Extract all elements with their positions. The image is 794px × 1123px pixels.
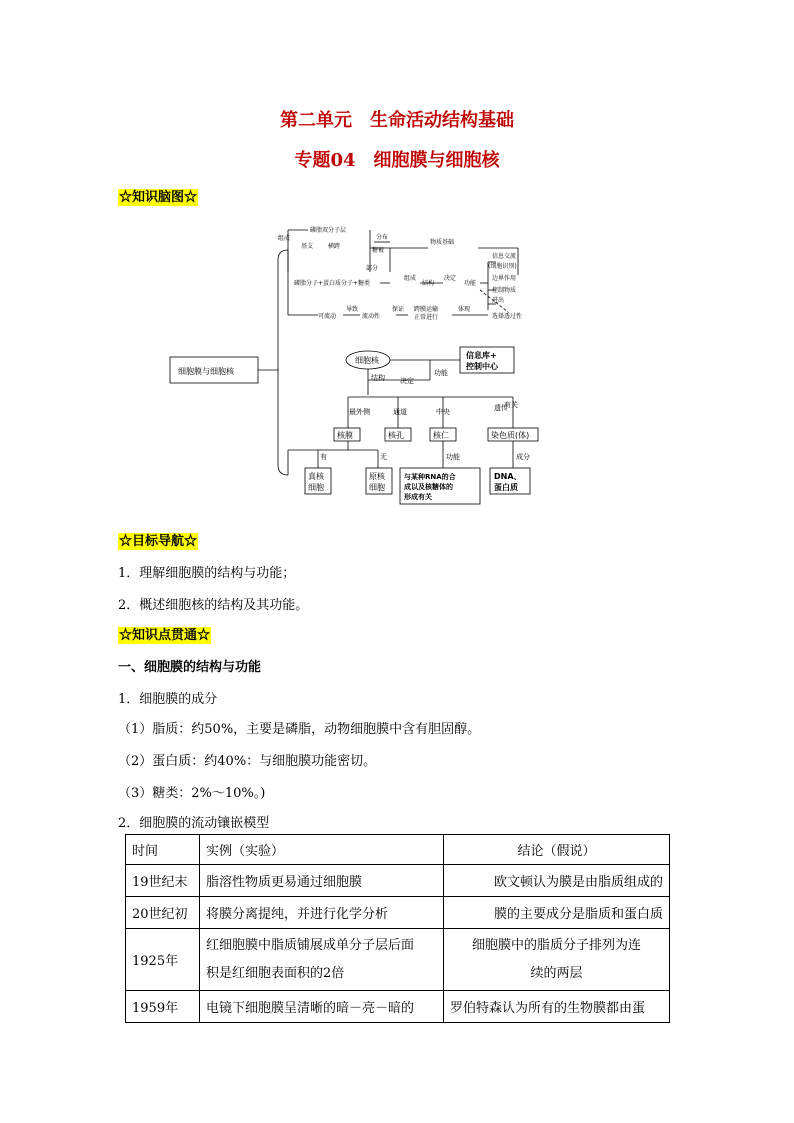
mm-chengfen: 成分 [516, 453, 530, 461]
mm-n-jiegou: 结构 [371, 374, 385, 382]
row-conclusion-line: 续的两层 [530, 965, 583, 981]
table-row [126, 897, 670, 929]
mm-zhenhe2: 细胞 [308, 483, 324, 492]
mm-wuzhi: 物质基础 [430, 239, 455, 246]
mm-rna3: 形成有关 [404, 493, 432, 501]
table-row [126, 991, 670, 1023]
mm-jueding: 决定 [444, 275, 457, 282]
row-conclusion: 罗伯特森认为所有的生物膜都由蛋 [444, 991, 670, 1023]
mm-kuamo1: 跨膜运输 [414, 306, 439, 313]
row-conclusion: 欧文顿认为膜是由脂质组成的 [444, 865, 670, 897]
mm-func3: 边界作用 [492, 275, 517, 282]
mm-zuiwaice: 最外侧 [349, 408, 370, 416]
mm-hemo: 核膜 [337, 431, 353, 440]
row-conclusion: 膜的主要成分是脂质和蛋白质 [444, 897, 670, 929]
header-example: 实例（实验） [200, 835, 444, 865]
topic-title: 专题04 细胞膜与细胞核 [294, 150, 500, 171]
row-conclusion [444, 929, 670, 991]
mm-rna2: 成以及核糖体的 [404, 483, 453, 491]
mm-yuanhe1: 原核 [369, 472, 385, 481]
mm-zhongyang: 中央 [436, 408, 450, 416]
mm-wu: 无 [380, 453, 387, 461]
table-row [126, 865, 670, 897]
row-time: 19世纪末 [126, 865, 200, 897]
mm-daozhi: 导致 [346, 306, 359, 313]
row-conclusion-line: 细胞膜中的脂质分子排列为连 [471, 937, 641, 953]
mm-n-jueding: 决定 [400, 377, 414, 385]
row-time: 1959年 [126, 991, 200, 1023]
mm-zhenhe1: 真核 [308, 472, 324, 481]
mm-gongneng2: 功能 [446, 453, 460, 461]
mm-zucheng: 组成 [278, 235, 291, 242]
mm-dna2: 蛋白质 [494, 483, 518, 492]
row-example: 将膜分离提纯，并进行化学分析 [200, 897, 444, 929]
mm-dna1: DNA、 [494, 472, 522, 481]
row-time: 20世纪初 [126, 897, 200, 929]
mm-bilayer: 磷脂双分子层 [310, 227, 347, 234]
heading-membrane: 一、细胞膜的结构与功能 [118, 660, 262, 675]
unit-title: 第二单元 生命活动结构基础 [280, 110, 514, 131]
mm-func5: 进出 [492, 297, 505, 304]
mm-yichuan: 遗传 [494, 404, 508, 412]
mm-liudongxing: 流动性 [362, 313, 381, 320]
mm-you: 有 [320, 453, 327, 461]
mm-baozheng: 保证 [392, 306, 405, 313]
mm-tangbei: 糖被 [372, 247, 385, 254]
item-lipid: （1）脂质：约50%，主要是磷脂，动物细胞膜中含有胆固醇。 [118, 722, 481, 737]
mm-tixian: 体现 [458, 306, 471, 313]
header-time: 时间 [126, 835, 200, 865]
header-conclusion: 结论（假说） [444, 835, 670, 865]
row-example-line: 红细胞膜中脂质铺展成单分子层后面 [206, 937, 415, 953]
mm-n-gongneng: 功能 [434, 369, 448, 377]
mm-info2: 控制中心 [466, 362, 498, 371]
mm-youguan: 有关 [504, 401, 518, 409]
row-time: 1925年 [126, 929, 200, 991]
mm-heren: 核仁 [433, 431, 449, 440]
mm-fenbu: 分布 [376, 234, 389, 241]
mm-yuanhe2: 细胞 [369, 483, 385, 492]
mm-hengkua: 横跨 [328, 243, 341, 250]
row-example: 脂溶性物质更易通过细胞膜 [200, 865, 444, 897]
mm-func4: 控制物质 [492, 287, 517, 294]
mm-ranse: 染色质(体) [491, 431, 530, 440]
mm-xuanze: 选择透过性 [492, 313, 523, 320]
item-protein: （2）蛋白质：约40%：与细胞膜功能密切。 [118, 754, 377, 769]
mm-molecules: 磷脂分子+蛋白质分子+糖类 [294, 280, 371, 287]
goal-1: 1．理解细胞膜的结构与功能； [118, 566, 296, 581]
mm-nucleus: 细胞核 [355, 356, 379, 365]
goals-section-label: ☆目标导航☆ [119, 534, 198, 549]
mm-kuamo2: 正常进行 [414, 314, 439, 321]
mm-tongdao: 通道 [393, 408, 407, 416]
mm-liudong: 可流动 [318, 313, 337, 320]
sub-model: 2．细胞膜的流动镶嵌模型 [118, 816, 270, 831]
mm-root: 细胞膜与细胞核 [178, 367, 234, 376]
knowledge-section-label: ☆知识点贯通☆ [119, 628, 211, 643]
mm-zucheng2: 组成 [404, 275, 417, 282]
table-row [126, 929, 670, 991]
sub-composition: 1．细胞膜的成分 [118, 692, 218, 707]
table-header-row [126, 835, 670, 865]
mm-func1: 信息交流 [492, 253, 517, 260]
row-example [200, 929, 444, 991]
goal-2: 2．概述细胞核的结构及其功能。 [118, 598, 309, 613]
mm-hekong: 核孔 [388, 431, 404, 440]
mindmap-diagram [168, 220, 558, 515]
mm-rna1: 与某种RNA的合 [404, 473, 456, 481]
mindmap-section-label: ☆知识脑图☆ [119, 190, 198, 205]
mm-bufen: 部分 [366, 265, 379, 272]
mm-jizhi: 基支 [301, 243, 314, 250]
row-example-line: 积是红细胞表面积的2倍 [206, 965, 345, 981]
mm-func2: (细胞识别) [488, 263, 517, 270]
row-example: 电镜下细胞膜呈清晰的暗－亮－暗的 [200, 991, 444, 1023]
history-table [125, 834, 670, 1023]
mm-gongneng: 功能 [464, 280, 477, 287]
item-sugar: （3）糖类：2%～10%。) [118, 786, 266, 801]
mm-jiegou: 结构 [422, 280, 435, 287]
mm-info1: 信息库+ [466, 351, 497, 360]
